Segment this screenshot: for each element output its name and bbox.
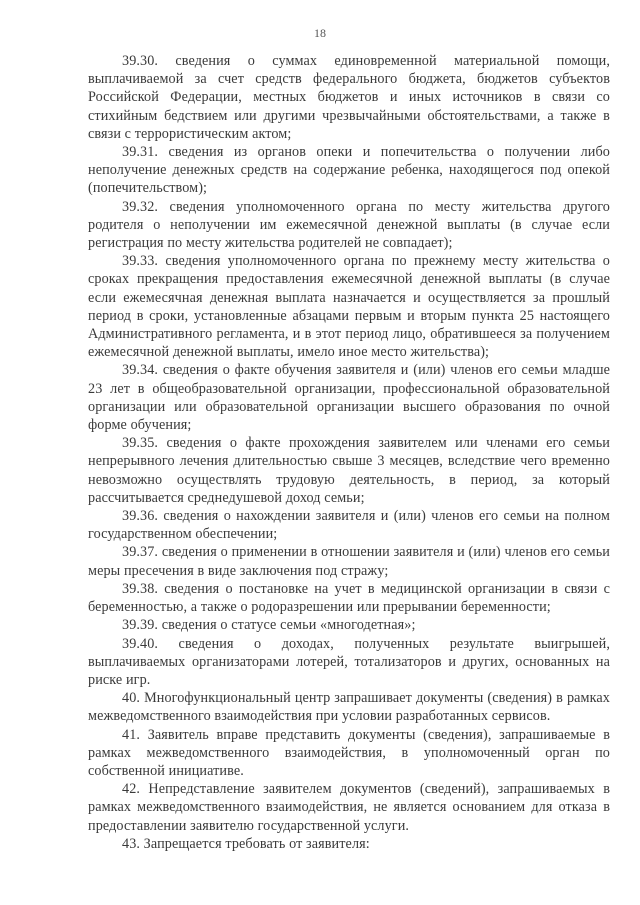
paragraph-40: 40. Многофункциональный центр запрашивает документы (сведения) в рамках межведомственного взаимодействия при условии разработанных сервисов. [88,690,610,725]
paragraph-39-31: 39.31. сведения из органов опеки и попечительства о получении либо неполучение денежных средств на содержание ребенка, находящегося под опекой (попечительством); [88,144,610,197]
paragraph-39-37: 39.37. сведения о применении в отношении заявителя и (или) членов его семьи меры пресечения в виде заключения под стражу; [88,544,610,579]
paragraph-43: 43. Запрещается требовать от заявителя: [122,835,370,852]
page-number: 18 [314,26,326,40]
paragraph-39-39: 39.39. сведения о статусе семьи «многодетная»; [122,617,416,634]
paragraph-39-33: 39.33. сведения уполномоченного органа по прежнему месту жительства о сроках прекращения предоставления ежемесячной денежной выплаты (в случае если ежемесячная денежная выплата назначается и осуществляется за прошлый период в сроки, установленные абзацами первым и вторым пункта 25 настоящего Административного регламента, и в этот период лицо, обратившееся за получением ежемесячной денежной выплаты, имело иное место жительства); [88,253,610,361]
paragraph-39-34: 39.34. сведения о факте обучения заявителя и (или) членов его семьи младше 23 лет в общеобразовательной организации, профессиональной образовательной организации или образовательной организации высшего образования по очной форме обучения; [88,362,610,434]
document-body [88,52,610,853]
paragraph-39-38: 39.38. сведения о постановке на учет в медицинской организации в связи с беременностью, а также о родоразрешении или прерывании беременности; [88,580,610,616]
paragraph-39-40: 39.40. сведения о доходах, полученных результате выигрышей, выплачиваемых организаторами лотерей, тотализаторов и других, основанных на риске игр. [88,635,610,688]
paragraph-39-35: 39.35. сведения о факте прохождения заявителем или членами его семьи непрерывного лечения длительностью свыше 3 месяцев, вследствие чего временно невозможно осуществлять трудовую деятельность, в период, за который рассчитывается среднедушевой доход семьи; [88,435,610,506]
paragraph-39-32: 39.32. сведения уполномоченного органа по месту жительства другого родителя о неполучении им ежемесячной денежной выплаты (в случае если регистрация по месту жительства родителей не совпадает); [88,198,610,252]
paragraph-39-36: 39.36. сведения о нахождении заявителя и (или) членов его семьи на полном государственном обеспечении; [88,508,610,543]
paragraph-42: 42. Непредставление заявителем документов (сведений), запрашиваемых в рамках межведомственного взаимодействия, не является основанием для отказа в предоставлении заявителю государственной услуги. [88,781,610,834]
paragraph-39-30: 39.30. сведения о суммах единовременной материальной помощи, выплачиваемой за счет средств федерального бюджета, бюджетов субъектов Российской Федерации, местных бюджетов и иных источников в связи со стихийным бедствием или другими чрезвычайными обстоятельствами, а также в связи с террористическим актом; [88,53,610,142]
paragraph-41: 41. Заявитель вправе представить документы (сведения), запрашиваемые в рамках межведомственного взаимодействия, в уполномоченный орган по собственной инициативе. [88,726,610,779]
